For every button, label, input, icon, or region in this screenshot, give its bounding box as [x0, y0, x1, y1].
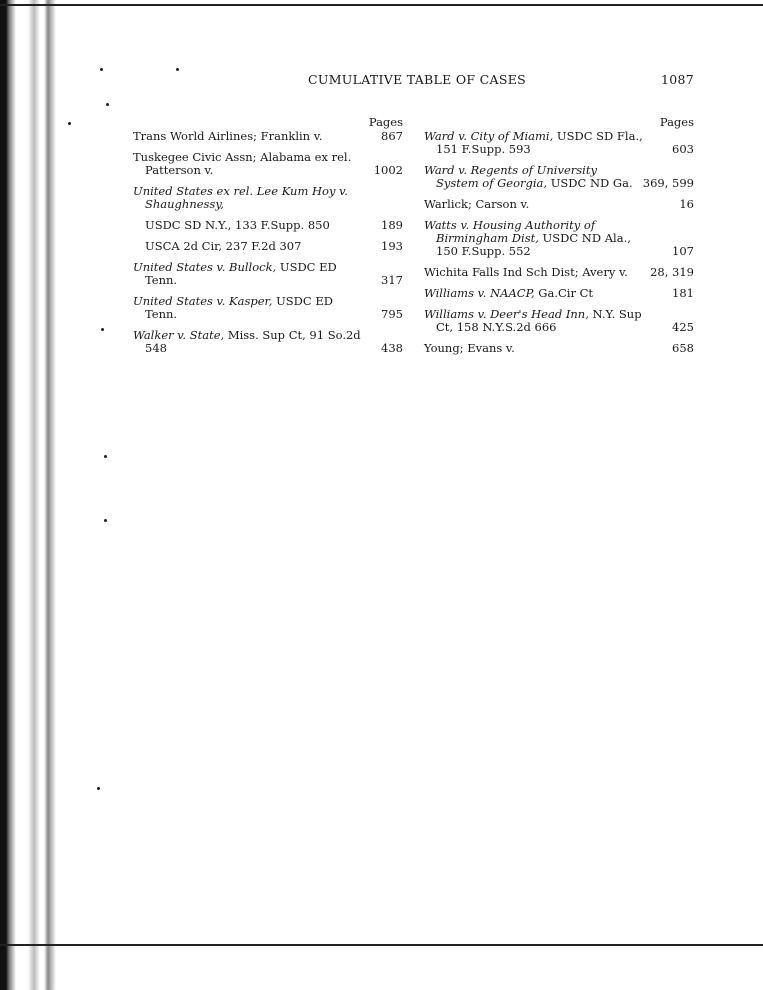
- case-entry: [133, 151, 403, 177]
- case-entry: [133, 295, 403, 321]
- case-name: [424, 308, 654, 334]
- scan-speck: [68, 122, 71, 125]
- case-title-italic: Ward v. Regents of University System of Georgia,: [424, 163, 597, 190]
- case-name: [424, 198, 654, 211]
- case-citation: USCA 2d Cir, 237 F.2d 307: [145, 239, 302, 253]
- case-citation: USDC SD Fla., 151 F.Supp. 593: [436, 129, 643, 156]
- case-citation: USDC ND Ala., 150 F.Supp. 552: [436, 231, 631, 258]
- case-pages: 189: [381, 218, 403, 232]
- case-pages: 438: [381, 341, 403, 355]
- case-name: [424, 342, 654, 355]
- scan-speck: [176, 68, 179, 71]
- case-entry: [424, 266, 694, 279]
- right-column: [424, 116, 694, 363]
- case-name: [424, 287, 654, 300]
- pages-column-label: Pages: [368, 115, 403, 129]
- case-title-italic: Ward v. City of Miami,: [424, 129, 554, 143]
- case-title-italic: Williams v. Deer's Head Inn,: [424, 307, 589, 321]
- case-citation: Warlick; Carson v.: [424, 197, 530, 211]
- case-pages: 193: [381, 239, 403, 253]
- case-citation: Wichita Falls Ind Sch Dist; Avery v.: [424, 265, 628, 279]
- case-entry: [133, 185, 403, 211]
- case-pages: 425: [672, 320, 694, 334]
- case-pages: 317: [381, 273, 403, 287]
- case-citation: USDC SD N.Y., 133 F.Supp. 850: [145, 218, 330, 232]
- scanned-binding-edge: [0, 0, 72, 990]
- case-title-italic: United States v. Bullock,: [133, 260, 277, 274]
- case-citation: Tuskegee Civic Assn; Alabama ex rel. Patterson v.: [133, 150, 352, 177]
- case-name: [133, 219, 363, 232]
- case-entry: [424, 130, 694, 156]
- page-title: CUMULATIVE TABLE OF CASES: [308, 72, 526, 87]
- pages-column-label: Pages: [659, 115, 694, 129]
- case-entry: [133, 240, 403, 253]
- page-number: 1087: [660, 72, 694, 87]
- case-pages: 28, 319: [650, 265, 694, 279]
- case-pages: 1002: [373, 163, 403, 177]
- case-name: [133, 240, 363, 253]
- case-title-italic: Williams v. NAACP,: [424, 286, 535, 300]
- case-name: [424, 130, 654, 156]
- case-title-italic: Walker v. State,: [133, 328, 225, 342]
- case-entry: [133, 130, 403, 143]
- case-entry: [133, 329, 403, 355]
- case-pages: 603: [672, 142, 694, 156]
- case-title-italic: United States ex rel. Lee Kum Hoy v. Shaughnessy,: [133, 184, 348, 211]
- case-name: [424, 219, 654, 258]
- case-name: [133, 295, 363, 321]
- case-citation: USDC ND Ga.: [547, 176, 633, 190]
- case-citation: Ga.Cir Ct: [534, 286, 594, 300]
- case-entry: [133, 261, 403, 287]
- case-name: [133, 130, 363, 143]
- case-pages: 658: [672, 341, 694, 355]
- case-name: [424, 266, 650, 279]
- scan-speck: [104, 455, 107, 458]
- case-pages: 795: [381, 307, 403, 321]
- case-entry: [133, 219, 403, 232]
- scan-speck: [106, 103, 109, 106]
- case-entry: [424, 198, 694, 211]
- case-name: [133, 261, 363, 287]
- case-entry: [424, 308, 694, 334]
- case-pages: 16: [679, 197, 694, 211]
- scan-speck: [101, 328, 104, 331]
- case-pages: 867: [381, 129, 403, 143]
- left-column: [133, 116, 403, 363]
- case-pages: 107: [672, 244, 694, 258]
- case-pages: 181: [672, 286, 694, 300]
- top-rule: [0, 4, 763, 6]
- case-entry: [424, 342, 694, 355]
- case-title-italic: United States v. Kasper,: [133, 294, 273, 308]
- scan-speck: [97, 787, 100, 790]
- case-name: [133, 151, 363, 177]
- case-title-italic: Watts v. Housing Authority of Birmingham Dist,: [424, 218, 596, 245]
- case-citation: Young; Evans v.: [424, 341, 515, 355]
- case-entry: [424, 287, 694, 300]
- scan-speck: [104, 519, 107, 522]
- case-citation: Trans World Airlines; Franklin v.: [133, 129, 323, 143]
- case-name: [133, 185, 363, 211]
- case-citation: USDC ED Tenn.: [145, 260, 337, 287]
- case-citation: N.Y. Sup Ct, 158 N.Y.S.2d 666: [436, 307, 642, 334]
- case-pages: 369, 599: [642, 176, 694, 190]
- scan-speck: [100, 68, 103, 71]
- case-name: [133, 329, 363, 355]
- case-citation: Miss. Sup Ct, 91 So.2d 548: [145, 328, 361, 355]
- case-name: [424, 164, 643, 190]
- case-entry: [424, 164, 694, 190]
- case-entry: [424, 219, 694, 258]
- case-citation: USDC ED Tenn.: [145, 294, 333, 321]
- bottom-rule: [0, 944, 763, 946]
